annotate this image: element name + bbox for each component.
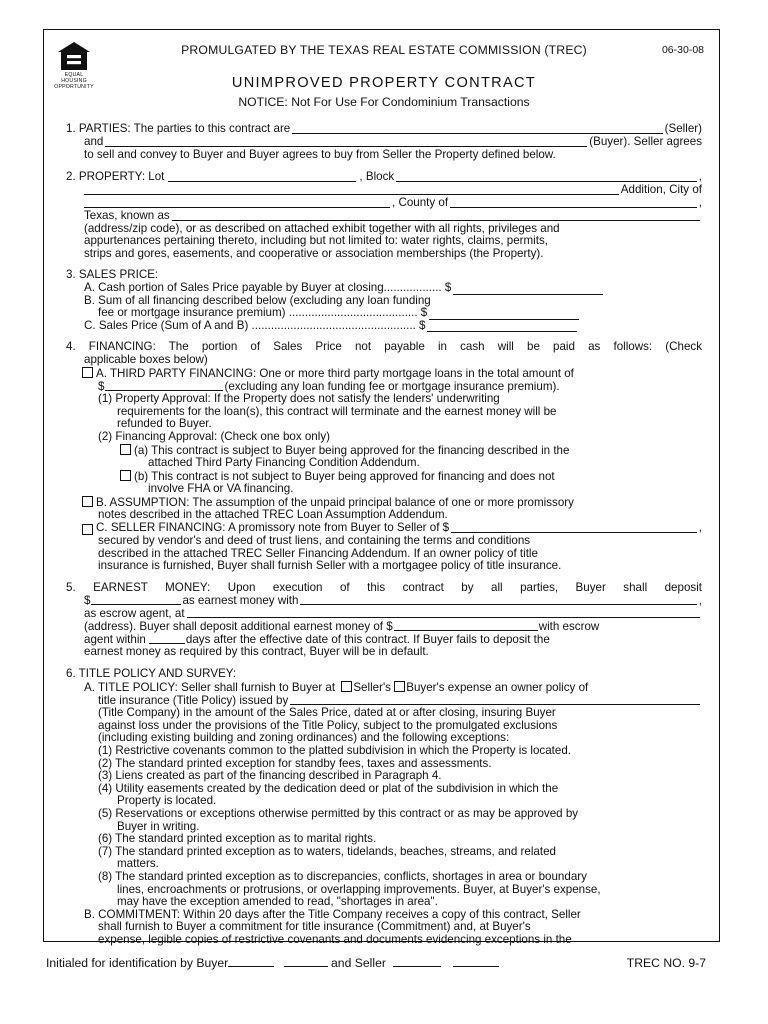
escrow-agent-field[interactable]: [300, 594, 696, 605]
seller-financing-checkbox[interactable]: [82, 524, 93, 535]
financing-sum-field[interactable]: [429, 309, 579, 320]
financing-approval-a-checkbox[interactable]: [120, 444, 131, 455]
seller-financing-amount-field[interactable]: [451, 522, 697, 533]
block-field[interactable]: [396, 171, 697, 182]
known-as-field[interactable]: [172, 210, 700, 221]
section-title-policy: 6. TITLE POLICY AND SURVEY: A. TITLE POLICY: Seller shall furnish to Buyer at Seller's Buyer's expense an owner policy of title insurance (Title Policy) issued by (Title Company) in the amount of the Sales Price, dated at or after closing, insuring Buyer against loss under the provisions of the Title Policy, subject to the promulgated exclusions (including existing building and zoning ordinances) and the following exceptions: (1) Restrictive covenants common to the platted subdivision in which the Property is located. (2) The standard printed exception for standby fees, taxes and assessments. (3) Liens created as part of the financing described in Paragraph 4. (4) Utility easements created by the dedication deed or plat of the subdivision in which the Property is located. (5) Reservations or exceptions otherwise permitted by this contract or as may be approved by Buyer in writing. (6) The standard printed exception as to marital rights. (7) The standard printed exception as to waters, tidelands, beaches, streams, and related matters. (8) The standard printed exception as to discrepancies, conflicts, shortages in area or boundary lines, encroachments or protrusions, or overlapping improvements. Buyer, at Buyer's expense, may have the exception amended to read, "shortages in area". B. COMMITMENT: Within 20 days after the Title Company receives a copy of this contract, Seller shall furnish to Buyer a commitment for title insurance (Commitment) and, at Buyer's expense, legible copies of restrictive covenants and documents evidencing exceptions in the: [66, 668, 702, 946]
notice-line: NOTICE: Not For Use For Condominium Transactions: [238, 95, 530, 109]
county-field[interactable]: [450, 197, 697, 208]
buyer-name-field[interactable]: [105, 136, 587, 147]
buyer-initial-1[interactable]: [228, 956, 274, 967]
section-parties: 1. PARTIES: The parties to this contract are (Seller) and (Buyer). Seller agrees to sell and convey to Buyer and Buyer agrees to buy from Seller the Property defined below.: [66, 122, 702, 161]
days-field[interactable]: [149, 633, 185, 644]
form-date: 06-30-08: [661, 44, 704, 56]
document-title: UNIMPROVED PROPERTY CONTRACT: [231, 75, 537, 91]
form-number: TREC NO. 9-7: [626, 956, 706, 970]
third-party-financing-checkbox[interactable]: [82, 367, 93, 378]
sales-price-field[interactable]: [427, 321, 577, 332]
section-financing: 4. FINANCING: The portion of Sales Price not payable in cash will be paid as follows: (Check applicable boxes below) A. THIRD PARTY FINANCING: One or more third party mortgage loans in the total amount of $ (excluding any loan funding fee or mortgage insurance premium). (1) Property Approval: If the Property does not satisfy the lenders' underwriting requirements for the loan(s), this contract will terminate and the earnest money will be refunded to Buyer. (2) Financing Approval: (Check one box only) (a) This contract is subject to Buyer being approved for the financing described in the attached Third Party Financing Condition Addendum. (b) This contract is not subject to Buyer being approved for financing and does not involve FHA or VA financing. B. ASSUMPTION: The assumption of the unpaid principal balance of one or more promissory notes described in the attached TREC Loan Assumption Addendum. C. SELLER FINANCING: A promissory note from Buyer to Seller of $ , secured by vendor's and deed of trust liens, and containing the terms and conditions described in the attached TREC Seller Financing Addendum. If an owner policy of title insurance is furnished, Buyer shall furnish Seller with a mortgagee policy of title insurance.: [66, 340, 702, 573]
section-sales-price: 3. SALES PRICE: A. Cash portion of Sales Price payable by Buyer at closing.................. $ B. Sum of all financing described below (excluding any loan funding fee or mortgage insurance premium) ........................................ $ C. Sales Price (Sum of A and B) ................................................... $: [66, 269, 702, 332]
addition-field[interactable]: [84, 184, 619, 195]
contract-body: [66, 123, 702, 947]
assumption-checkbox[interactable]: [82, 496, 93, 507]
promulgated-line: PROMULGATED BY THE TEXAS REAL ESTATE COMMISSION (TREC): [181, 43, 587, 57]
city-field[interactable]: [84, 197, 390, 208]
lot-field[interactable]: [168, 171, 356, 182]
sellers-expense-checkbox[interactable]: [341, 681, 352, 692]
page-footer: Initialed for identification by Buyer and Seller TREC NO. 9-7: [46, 956, 706, 970]
seller-initial-1[interactable]: [393, 956, 441, 967]
seller-initial-2[interactable]: [453, 956, 499, 967]
escrow-address-field[interactable]: [187, 607, 700, 618]
buyer-initial-2[interactable]: [284, 956, 328, 967]
third-party-amount-field[interactable]: [105, 380, 223, 391]
title-company-field[interactable]: [290, 694, 700, 705]
seller-name-field[interactable]: [292, 123, 662, 134]
financing-approval-b-checkbox[interactable]: [120, 470, 131, 481]
section-property: 2. PROPERTY: Lot , Block , Addition, City of , County of , Texas, known as (address/zip code), or as described on attached exhibit together with all rights, privileges and appurtenances pertaining thereto, including but not limited to: water rights, claims, permits, strips and gores, easements, and cooperative or association memberships (the Property).: [66, 170, 702, 260]
buyers-expense-checkbox[interactable]: [394, 681, 405, 692]
additional-earnest-field[interactable]: [394, 620, 538, 631]
logo-caption: EQUAL HOUSING OPPORTUNITY: [54, 72, 94, 90]
earnest-amount-field[interactable]: [91, 594, 181, 605]
section-earnest-money: 5. EARNEST MONEY: Upon execution of this contract by all parties, Buyer shall deposit $ as earnest money with , as escrow agent, at (address). Buyer shall deposit additional earnest money of $ with escrow agent within days after the effective date of this contract. If Buyer fails to deposit the earnest money as required by this contract, Buyer will be in default.: [66, 580, 702, 659]
cash-portion-field[interactable]: [453, 284, 603, 295]
